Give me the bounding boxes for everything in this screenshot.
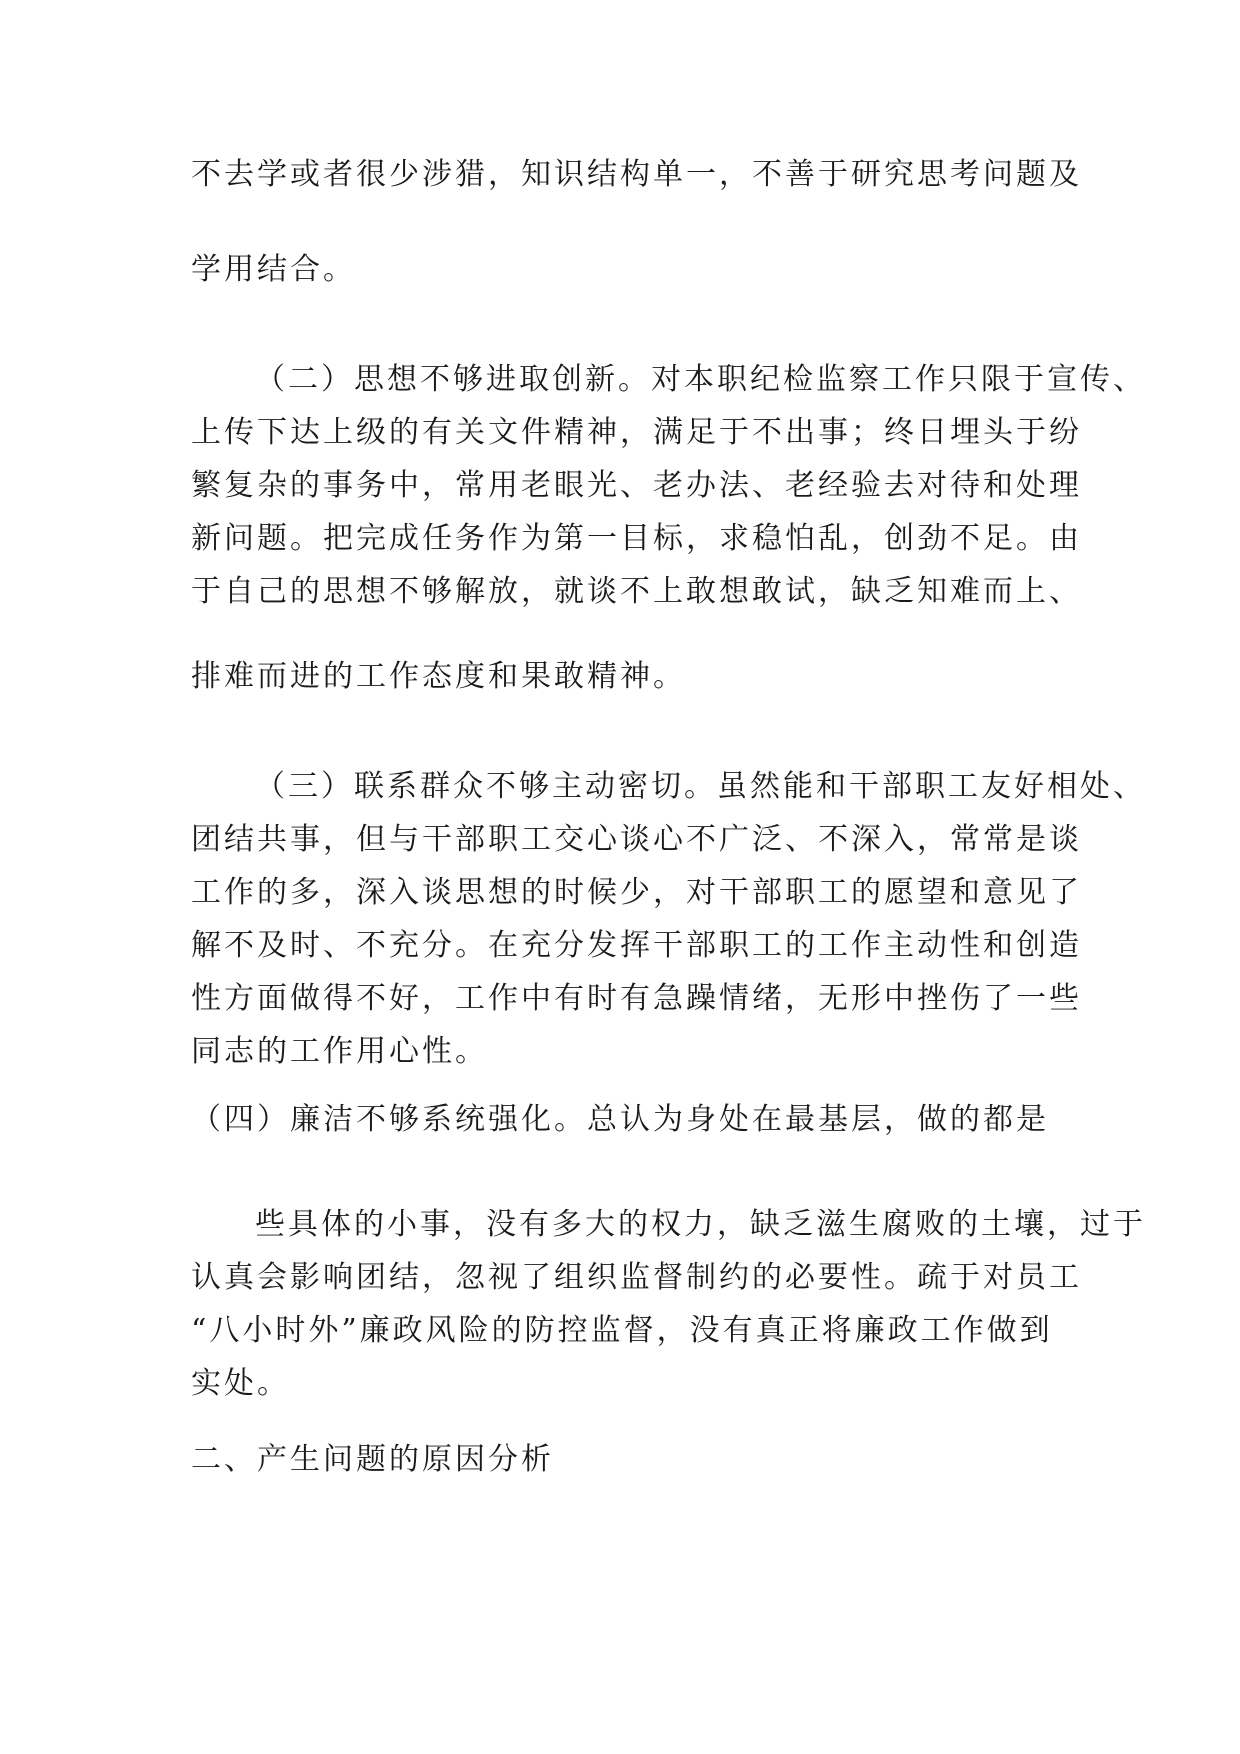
text-line: 二、产生问题的原因分析 <box>191 1442 554 1477</box>
text-line: “八小时外”廉政风险的防控监督，没有真正将廉政工作做到 <box>191 1313 1053 1348</box>
section-heading-3: （三）联系群众不够主动密切。虽然能和干部职工友好相处、 <box>255 769 1146 804</box>
text-line: （四）廉洁不够系统强化。总认为身处在最基层，做的都是 <box>191 1102 1049 1137</box>
text-line: 解不及时、不充分。在充分发挥干部职工的工作主动性和创造 <box>191 928 1082 963</box>
text-line: 新问题。把完成任务作为第一目标，求稳怕乱，创劲不足。由 <box>191 521 1082 556</box>
text-line: 于自己的思想不够解放，就谈不上敢想敢试，缺乏知难而上、 <box>191 574 1082 609</box>
text-line: 实处。 <box>191 1366 290 1401</box>
text-line: 繁复杂的事务中，常用老眼光、老办法、老经验去对待和处理 <box>191 468 1082 503</box>
text-line: 不去学或者很少涉猎，知识结构单一，不善于研究思考问题及 <box>191 157 1082 192</box>
text-line: 性方面做得不好，工作中有时有急躁情绪，无形中挫伤了一些 <box>191 981 1082 1016</box>
text-line: 工作的多，深入谈思想的时候少，对干部职工的愿望和意见了 <box>191 875 1082 910</box>
text-line: 学用结合。 <box>191 252 356 287</box>
text-line: 认真会影响团结，忽视了组织监督制约的必要性。疏于对员工 <box>191 1260 1082 1295</box>
section-heading-2: （二）思想不够进取创新。对本职纪检监察工作只限于宣传、 <box>255 362 1146 397</box>
text-line: 排难而进的工作态度和果敢精神。 <box>191 659 686 694</box>
section-heading-4: 些具体的小事，没有多大的权力，缺乏滋生腐败的土壤，过于 <box>255 1207 1146 1242</box>
text-line: 团结共事，但与干部职工交心谈心不广泛、不深入，常常是谈 <box>191 822 1082 857</box>
text-line: 上传下达上级的有关文件精神，满足于不出事；终日埋头于纷 <box>191 415 1082 450</box>
text-line: 同志的工作用心性。 <box>191 1034 488 1069</box>
